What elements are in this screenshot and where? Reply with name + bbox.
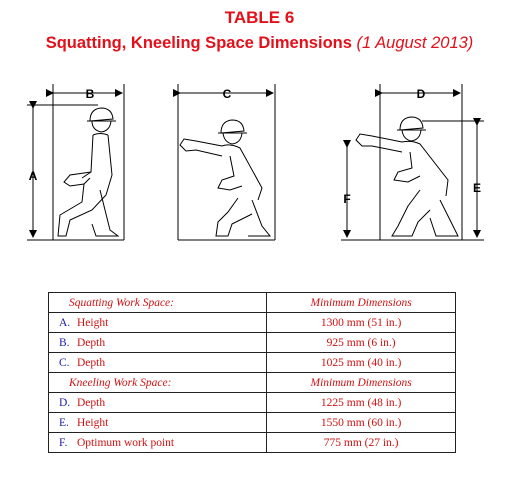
dim-label-b: B [85,87,95,101]
table-row [49,333,456,353]
table-row [49,313,456,333]
row-label-cell [49,353,267,373]
dim-label-c: C [222,87,232,101]
row-label-cell [49,313,267,333]
squat-value-header: Minimum Dimensions [267,293,456,313]
row-label: Height [77,316,109,329]
row-value: 775 mm (27 in.) [267,433,456,453]
squatting-reach-figure [178,84,275,240]
row-label: Depth [77,356,106,369]
dim-label-d: D [416,87,426,101]
row-value: 925 mm (6 in.) [267,333,456,353]
squatting-figure [27,84,124,240]
dim-label-e: E [472,181,482,195]
row-letter: A. [59,316,71,329]
dimensions-table [48,292,456,453]
row-value: 1025 mm (40 in.) [267,353,456,373]
squat-header: Squatting Work Space: [49,293,267,313]
row-label: Optimum work point [77,436,175,449]
table-title: TABLE 6 [224,8,295,27]
dim-label-f: F [343,192,351,206]
table-row [49,433,456,453]
subtitle-text: Squatting, Kneeling Space Dimensions [45,34,352,52]
row-letter: C. [59,356,70,369]
row-label: Height [77,416,109,429]
row-label: Depth [77,396,106,409]
row-value: 1225 mm (48 in.) [267,393,456,413]
row-letter: E. [59,416,69,429]
kneeling-figure [341,84,484,240]
row-letter: F. [59,436,68,449]
kneel-header-row [49,373,456,393]
row-label: Depth [77,336,106,349]
row-label-cell [49,433,267,453]
table-row [49,393,456,413]
row-letter: B. [59,336,70,349]
row-value: 1550 mm (60 in.) [267,413,456,433]
subtitle-date: (1 August 2013) [356,34,474,52]
row-label-cell [49,393,267,413]
row-letter: D. [59,396,71,409]
table-row [49,353,456,373]
table-row [49,413,456,433]
dim-label-a: A [28,169,38,183]
squat-header-row [49,293,456,313]
kneel-value-header: Minimum Dimensions [267,373,456,393]
row-label-cell [49,333,267,353]
row-value: 1300 mm (51 in.) [267,313,456,333]
kneel-header: Kneeling Work Space: [49,373,267,393]
row-label-cell [49,413,267,433]
